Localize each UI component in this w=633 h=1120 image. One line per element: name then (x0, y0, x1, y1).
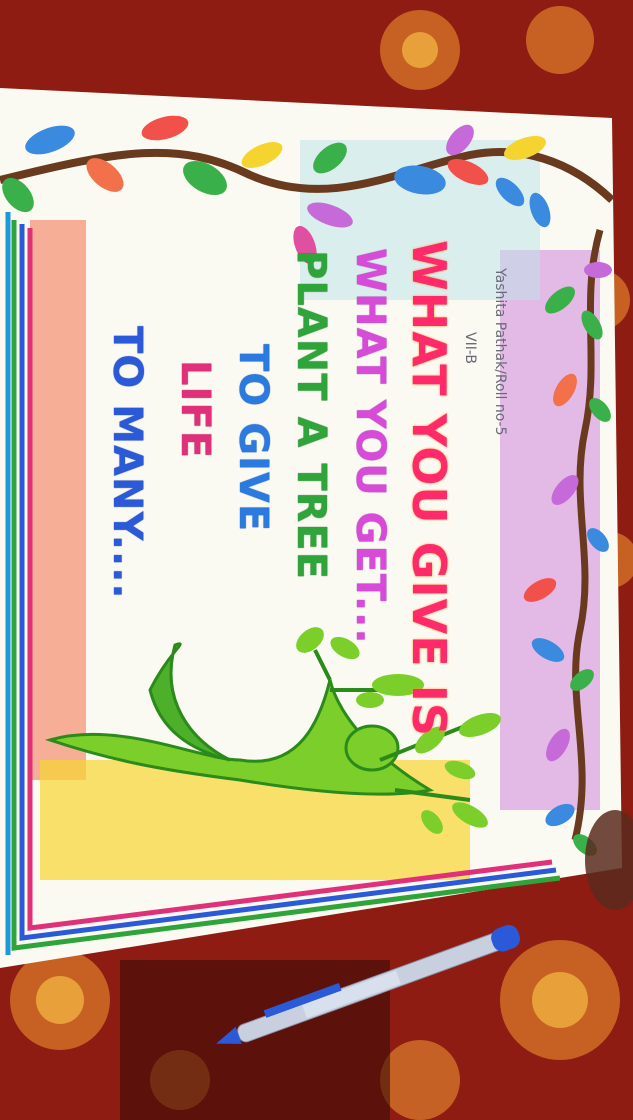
class-section: VII-B (462, 332, 478, 364)
slogan-line-3: PLANT A TREE (288, 250, 334, 581)
slogan-line-1: WHAT YOU GIVE IS (402, 240, 456, 737)
slogan-line-4: TO GIVE (230, 344, 276, 533)
author-credit: Yashita Pathak/Roll no-5 (492, 268, 508, 436)
carpet-shadow (120, 960, 390, 1120)
slogan-line-5: LIFE (172, 360, 218, 460)
slogan-line-2: WHAT YOU GET... (347, 248, 393, 645)
orange-wash (30, 220, 86, 780)
slogan-line-6: TO MANY.... (104, 326, 150, 600)
